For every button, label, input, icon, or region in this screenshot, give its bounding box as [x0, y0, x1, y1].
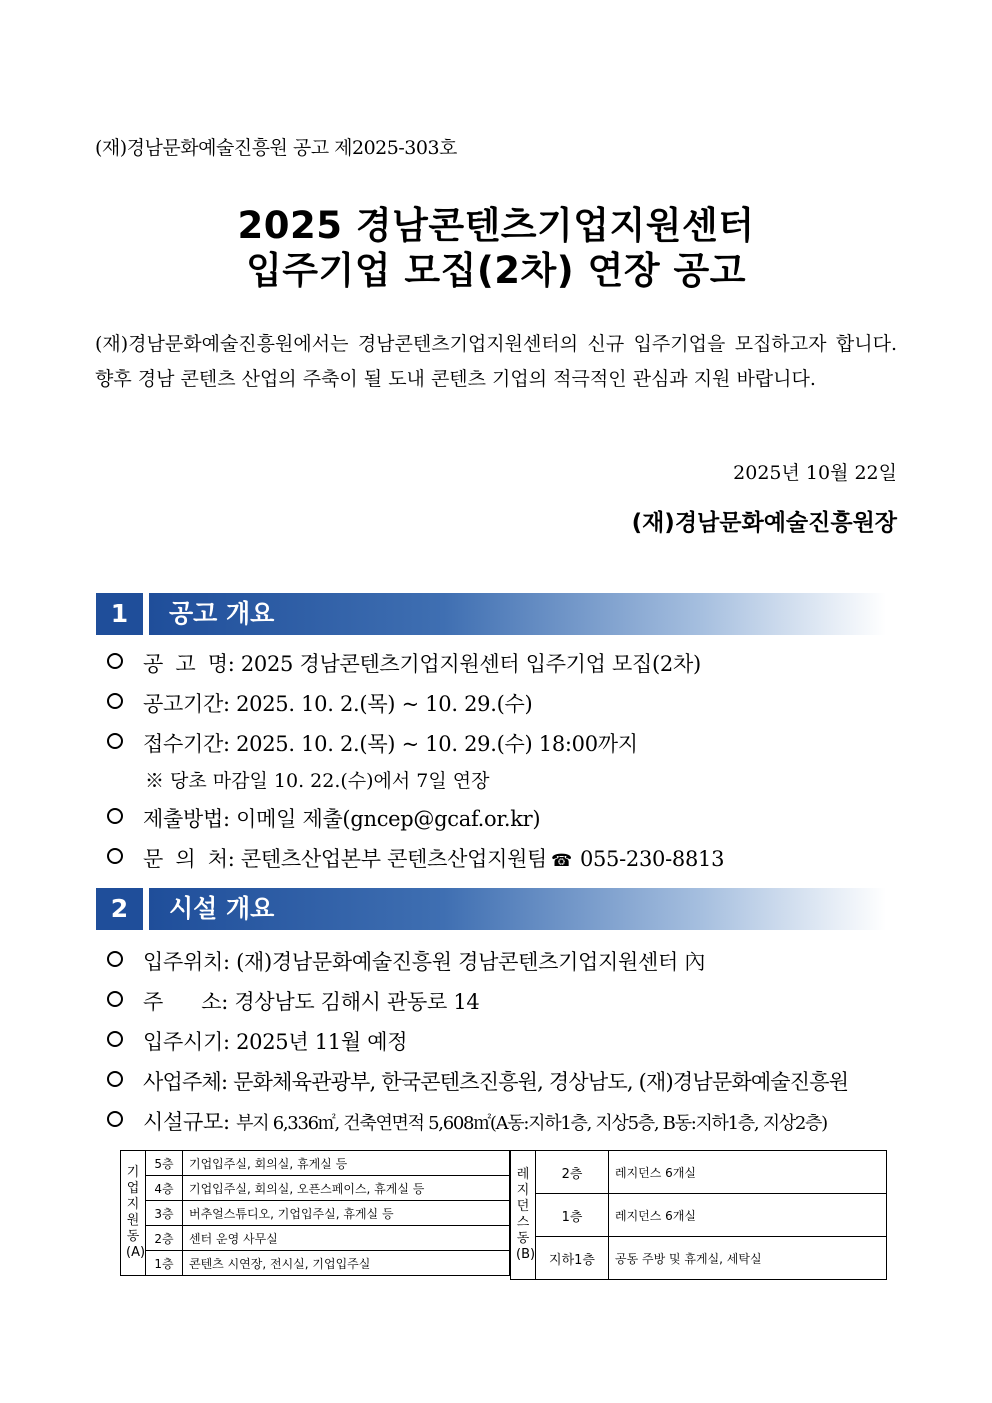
item-label: 사업주체: [143, 1070, 228, 1094]
list-item [107, 843, 724, 873]
item-label: 입주위치: [143, 950, 230, 974]
item-value: 2025. 10. 2.(목) ~ 10. 29.(수) [236, 692, 533, 716]
item-value: 이메일 제출(gncep@gcaf.or.kr) [236, 807, 541, 831]
circle-bullet-icon [107, 1031, 123, 1047]
circle-bullet-icon [107, 951, 123, 967]
circle-bullet-icon [107, 653, 123, 669]
facility-table-building-b [510, 1150, 887, 1280]
circle-bullet-icon [107, 1071, 123, 1087]
circle-bullet-icon [107, 848, 123, 864]
item-value: 2025년 11월 예정 [236, 1030, 408, 1054]
building-label-text: 레지던스동(B) [516, 1167, 536, 1262]
item-value: 문화체육관광부, 한국콘텐츠진흥원, 경상남도, (재)경남문화예술진흥원 [233, 1070, 849, 1094]
circle-bullet-icon [107, 991, 123, 1007]
item-label: 제출방법: [143, 807, 230, 831]
desc-cell: 레지던스 6개실 [609, 1151, 887, 1194]
item-label: 접수기간: [143, 732, 230, 756]
list-item [107, 1106, 827, 1136]
item-label: 주 소: [143, 990, 228, 1014]
item-value: 2025. 10. 2.(목) ~ 10. 29.(수) 18:00까지 [236, 732, 638, 756]
item-value: 2025 경남콘텐츠기업지원센터 입주기업 모집(2차) [240, 652, 701, 676]
section-number: 1 [96, 593, 143, 635]
list-item [107, 688, 532, 718]
deadline-note: ※ 당초 마감일 10. 22.(수)에서 7일 연장 [145, 770, 490, 792]
floor-cell: 2층 [536, 1151, 609, 1194]
circle-bullet-icon [107, 693, 123, 709]
document-title-line-1: 2025 경남콘텐츠기업지원센터 [237, 204, 755, 247]
list-item [107, 803, 540, 833]
table-row [121, 1201, 510, 1226]
notice-date: 2025년 10월 22일 [733, 462, 897, 484]
contact-phone: 055-230-8813 [579, 847, 725, 871]
item-label: 시설규모: [143, 1110, 230, 1134]
item-value: 부지 6,336㎡, 건축연면적 5,608㎡(A동:지하1층, 지상5층, B동:지하1층, 지상2층) [236, 1113, 827, 1134]
floor-cell: 2층 [146, 1226, 183, 1251]
desc-cell: 센터 운영 사무실 [183, 1226, 510, 1251]
desc-cell: 공동 주방 및 휴게실, 세탁실 [609, 1237, 887, 1280]
building-a-label [121, 1151, 146, 1276]
notice-number: (재)경남문화예술진흥원 공고 제2025-303호 [95, 137, 457, 159]
table-row [511, 1237, 887, 1280]
circle-bullet-icon [107, 733, 123, 749]
floor-cell: 4층 [146, 1176, 183, 1201]
list-item [107, 728, 638, 758]
circle-bullet-icon [107, 1111, 123, 1127]
section-number: 2 [96, 888, 143, 930]
item-label: 공고기간: [143, 692, 230, 716]
section-title: 공고 개요 [169, 599, 275, 628]
item-label: 문 의 처: [143, 847, 235, 871]
section-title-bar [149, 888, 886, 930]
desc-cell: 기업입주실, 회의실, 오픈스페이스, 휴게실 등 [183, 1176, 510, 1201]
table-row [121, 1251, 510, 1276]
building-label-text: 기업지원동(A) [126, 1165, 146, 1260]
table-row [121, 1151, 510, 1176]
floor-cell: 3층 [146, 1201, 183, 1226]
item-label: 입주시기: [143, 1030, 230, 1054]
table-row [511, 1194, 887, 1237]
list-item [107, 986, 480, 1016]
item-value: 콘텐츠산업본부 콘텐츠산업지원팀 [240, 847, 548, 871]
list-item [107, 1026, 407, 1056]
intro-paragraph: (재)경남문화예술진흥원에서는 경남콘텐츠기업지원센터의 신규 입주기업을 모집하고자 합니다. 향후 경남 콘텐츠 산업의 주축이 될 도내 콘텐츠 기업의 적극적인 관심과 지원 바랍니다. [95, 333, 897, 390]
list-item [107, 946, 705, 976]
section-header-overview [96, 593, 886, 635]
desc-cell: 레지던스 6개실 [609, 1194, 887, 1237]
item-label: 공 고 명: [143, 652, 235, 676]
item-value: 경상남도 김해시 관동로 14 [234, 990, 480, 1014]
floor-cell: 지하1층 [536, 1237, 609, 1280]
section-title-bar [149, 593, 886, 635]
desc-cell: 기업입주실, 회의실, 휴게실 등 [183, 1151, 510, 1176]
table-row [121, 1176, 510, 1201]
desc-cell: 버추얼스튜디오, 기업입주실, 휴게실 등 [183, 1201, 510, 1226]
floor-cell: 1층 [536, 1194, 609, 1237]
table-row [121, 1226, 510, 1251]
circle-bullet-icon [107, 808, 123, 824]
list-item [107, 648, 701, 678]
floor-cell: 5층 [146, 1151, 183, 1176]
floor-cell: 1층 [146, 1251, 183, 1276]
section-title: 시설 개요 [169, 894, 275, 923]
signer-name: (재)경남문화예술진흥원장 [631, 510, 897, 536]
list-item [107, 1066, 848, 1096]
desc-cell: 콘텐츠 시연장, 전시실, 기업입주실 [183, 1251, 510, 1276]
table-row [511, 1151, 887, 1194]
phone-icon: ☎ [551, 851, 572, 871]
section-header-facility [96, 888, 886, 930]
document-title-line-2: 입주기업 모집(2차) 연장 공고 [246, 249, 746, 292]
facility-table-building-a [120, 1150, 510, 1276]
item-value: (재)경남문화예술진흥원 경남콘텐츠기업지원센터 內 [236, 950, 706, 974]
building-b-label [511, 1151, 536, 1280]
